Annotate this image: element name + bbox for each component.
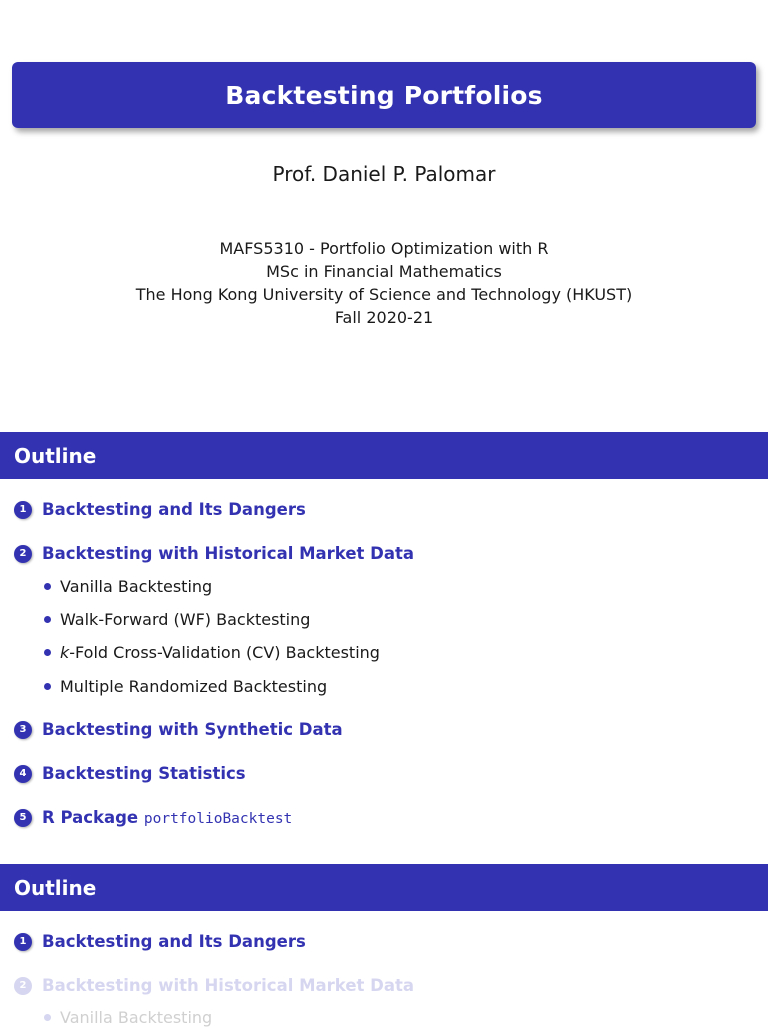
- section-number-badge: 2: [14, 977, 32, 995]
- bullet-icon: [44, 1014, 51, 1021]
- subsection-label: Vanilla Backtesting: [60, 577, 213, 596]
- outline-subsection[interactable]: [44, 610, 310, 629]
- section-number-badge: 5: [14, 809, 32, 827]
- course-name: MAFS5310 - Portfolio Optimization with R: [219, 239, 549, 258]
- outline-subsection[interactable]: [44, 677, 327, 696]
- outline-section-5[interactable]: [14, 808, 292, 827]
- subsection-label: k-Fold Cross-Validation (CV) Backtesting: [60, 643, 380, 662]
- outline-subsection[interactable]: [44, 643, 380, 662]
- bullet-icon: [44, 649, 51, 656]
- section-label: Backtesting with Historical Market Data: [42, 976, 414, 995]
- outline-heading: Outline: [14, 444, 97, 468]
- outline-header-1: [0, 432, 768, 479]
- section-label: Backtesting and Its Dangers: [42, 500, 306, 519]
- outline-section-3[interactable]: [14, 720, 343, 739]
- author-name: Prof. Daniel P. Palomar: [272, 162, 496, 186]
- section-label: R Package portfolioBacktest: [42, 808, 293, 827]
- section-number-badge: 1: [14, 501, 32, 519]
- program-name: MSc in Financial Mathematics: [266, 262, 502, 281]
- section-number-badge: 2: [14, 545, 32, 563]
- k-symbol: k: [60, 643, 70, 662]
- outline2-section-2[interactable]: [14, 976, 414, 995]
- package-name: portfolioBacktest: [143, 811, 293, 827]
- term: Fall 2020-21: [334, 308, 434, 327]
- section-label: Backtesting with Historical Market Data: [42, 544, 414, 563]
- section-label: Backtesting and Its Dangers: [42, 932, 306, 951]
- bullet-icon: [44, 583, 51, 590]
- subsection-label: Multiple Randomized Backtesting: [60, 677, 328, 696]
- subsection-label: Walk-Forward (WF) Backtesting: [60, 610, 311, 629]
- outline-subsection[interactable]: [44, 577, 212, 596]
- outline2-subsection[interactable]: [44, 1008, 212, 1027]
- outline-section-4[interactable]: [14, 764, 246, 783]
- outline-header-2: [0, 864, 768, 911]
- slide-title: Backtesting Portfolios: [225, 80, 543, 110]
- section-label: Backtesting Statistics: [42, 764, 246, 783]
- outline2-section-1[interactable]: [14, 932, 306, 951]
- subsection-label: Vanilla Backtesting: [60, 1008, 213, 1027]
- section-number-badge: 4: [14, 765, 32, 783]
- section-number-badge: 3: [14, 721, 32, 739]
- outline-section-2[interactable]: [14, 544, 414, 563]
- section-label: Backtesting with Synthetic Data: [42, 720, 343, 739]
- bullet-icon: [44, 616, 51, 623]
- section-number-badge: 1: [14, 933, 32, 951]
- bullet-icon: [44, 683, 51, 690]
- university-name: The Hong Kong University of Science and Technology (HKUST): [135, 285, 633, 304]
- outline-section-1[interactable]: [14, 500, 306, 519]
- outline-heading: Outline: [14, 876, 97, 900]
- institution-block: [0, 237, 768, 329]
- title-banner: [12, 62, 756, 128]
